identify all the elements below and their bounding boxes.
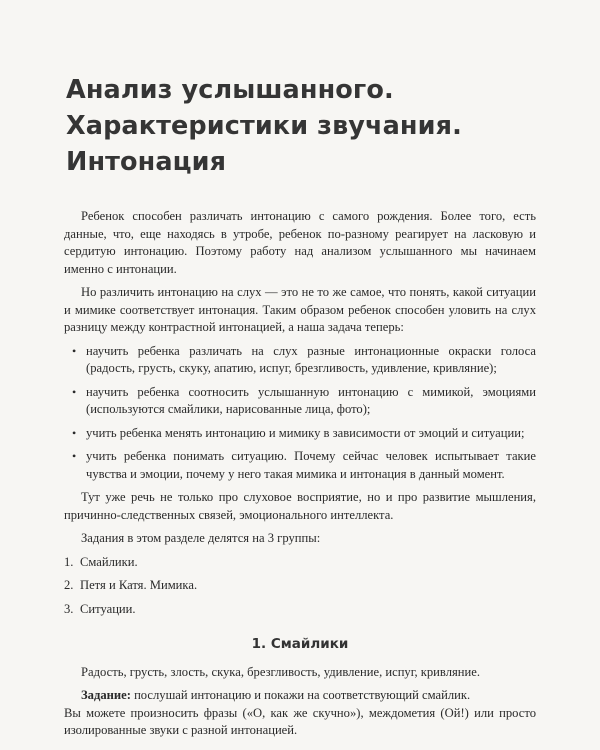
goal-item <box>64 343 536 378</box>
group-label: Петя и Катя. Мимика. <box>80 578 198 592</box>
task-text: послушай интонацию и покажи на соответствующий смайлик. <box>130 688 471 702</box>
task-paragraph <box>64 687 536 705</box>
groups-list <box>64 554 536 619</box>
paragraph-task: Но различить интонацию на слух — это не то же самое, что понять, какой ситуации и мимике соответствует интонация. Таким образом ребенок способен уловить на слух разницу между контрастной интонацией, а наша задача теперь: <box>64 285 536 334</box>
goal-item <box>64 448 536 483</box>
goal-text: научить ребенка различать на слух разные интонационные окраски голоса (радость, грусть, скуку, апатию, испуг, брезгливость, удивление, кривляние); <box>86 343 536 375</box>
group-item <box>64 601 536 619</box>
title-line-1: Анализ услышанного. <box>66 75 394 105</box>
group-number: 3. <box>64 601 74 616</box>
paragraph-intro: Ребенок способен различать интонацию с самого рождения. Более того, есть данные, что, еще находясь в утробе, ребенок по-разному реагирует на ласковую и сердитую интонацию. Поэтому работу над анализом услышанного мы начинаем именно с интонации. <box>64 209 536 276</box>
group-item <box>64 554 536 572</box>
note-paragraph: Вы можете произносить фразы («О, как же скучно»), междометия (Ой!) или просто изолированные звуки с разной интонацией. <box>64 705 536 737</box>
paragraph-thinking: Тут уже речь не только про слуховое восприятие, но и про развитие мышления, причинно-следственных связей, эмоционального интеллекта. <box>64 490 536 522</box>
group-label: Смайлики. <box>80 554 138 569</box>
group-label: Ситуации. <box>80 601 136 616</box>
title-line-3: Интонация <box>66 147 227 177</box>
body-text <box>64 208 536 746</box>
emotions-list: Радость, грусть, злость, скука, брезгливость, удивление, испуг, кривляние. <box>81 664 481 679</box>
bullet-icon: • <box>72 449 77 463</box>
goal-item <box>64 384 536 419</box>
goal-text: научить ребенка соотносить услышанную интонацию с мимикой, эмоциями (используются смайлики, нарисованные лица, фото); <box>86 384 536 416</box>
group-item <box>64 577 536 595</box>
title-line-2: Характеристики звучания. <box>66 111 462 141</box>
group-number: 2. <box>64 578 74 592</box>
page-title <box>66 72 566 180</box>
section-heading: 1. Смайлики <box>251 636 349 652</box>
bullet-icon: • <box>72 384 77 399</box>
goal-text: учить ребенка понимать ситуацию. Почему сейчас человек испытывает такие чувства и эмоции, почему у него такая мимика и интонация в данный момент. <box>86 449 536 481</box>
paragraph-groups-intro: Задания в этом разделе делятся на 3 группы: <box>81 531 321 545</box>
goal-text: учить ребенка менять интонацию и мимику в зависимости от эмоций и ситуации; <box>86 425 525 440</box>
goal-item <box>64 425 536 443</box>
bullet-icon: • <box>72 425 77 440</box>
task-label: Задание: <box>81 688 131 702</box>
group-number: 1. <box>64 554 74 569</box>
goals-list <box>64 343 536 484</box>
bullet-icon: • <box>72 343 77 358</box>
